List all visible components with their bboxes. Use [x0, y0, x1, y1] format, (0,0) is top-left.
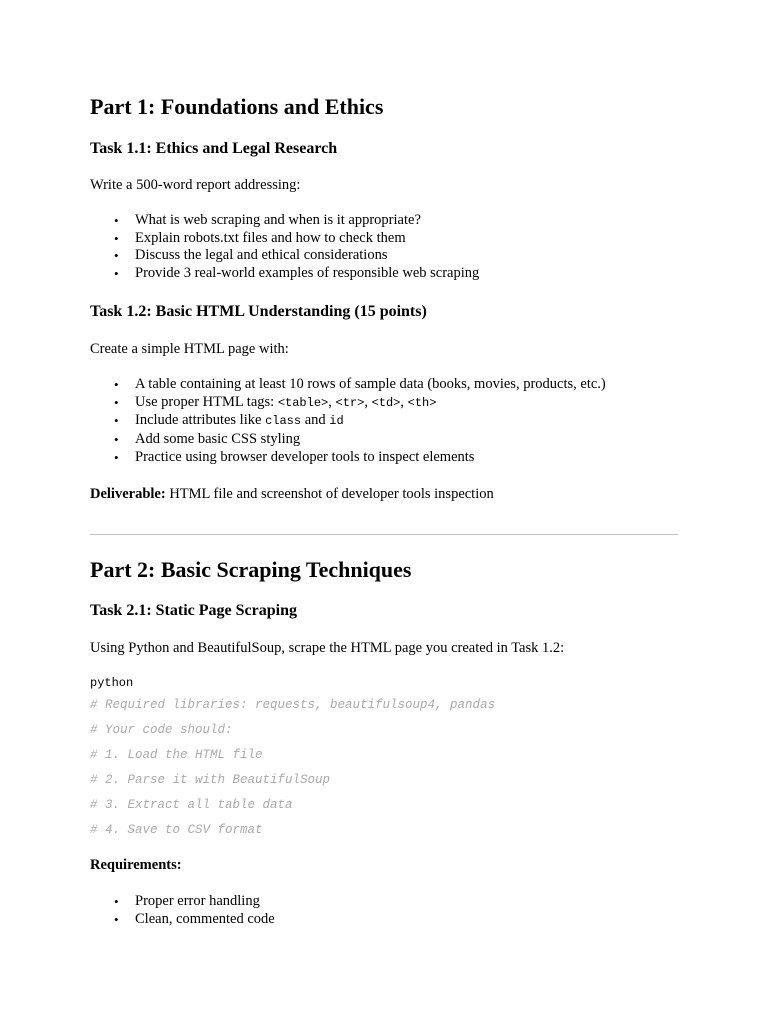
code-language-label: python	[90, 676, 134, 690]
bullet-icon: •	[114, 449, 119, 465]
bullet-icon: •	[114, 377, 119, 392]
list-item: • What is web scraping and when is it appropriate?	[114, 212, 421, 228]
list-item: • Clean, commented code	[114, 910, 275, 927]
task-2-1-heading: Task 2.1: Static Page Scraping	[90, 602, 297, 619]
bullet-icon: •	[114, 432, 119, 448]
deliverable-line	[90, 485, 494, 503]
inline-code: class	[265, 414, 302, 429]
requirements-label: Requirements:	[90, 857, 182, 873]
code-line: # 3. Extract all table data	[90, 798, 293, 812]
list-item: • Discuss the legal and ethical considerations	[114, 247, 388, 264]
inline-code: <th>	[407, 395, 437, 410]
inline-code: <td>	[371, 395, 401, 410]
bullet-icon: •	[114, 911, 119, 927]
list-item: • Add some basic CSS styling	[114, 431, 301, 448]
code-block	[90, 697, 495, 847]
task-1-2-intro: Create a simple HTML page with:	[90, 341, 289, 357]
inline-code: <table>	[277, 395, 329, 410]
part2-heading: Part 2: Basic Scraping Techniques	[90, 557, 412, 582]
deliverable-label: Deliverable:	[90, 486, 166, 502]
section-divider	[90, 534, 678, 535]
code-line: # Required libraries: requests, beautifulsoup4, pandas	[90, 698, 496, 712]
bullet-icon: •	[114, 230, 119, 246]
list-item: • A table containing at least 10 rows of sample data (books, movies, products, etc.)	[114, 376, 606, 392]
list-item: • Proper error handling	[114, 893, 260, 909]
bullet-icon: •	[114, 894, 119, 909]
code-line: # 1. Load the HTML file	[90, 748, 263, 762]
task-1-1-intro: Write a 500-word report addressing:	[90, 177, 301, 193]
deliverable-text: HTML file and screenshot of developer tools inspection	[165, 486, 494, 502]
task-1-2-heading: Task 1.2: Basic HTML Understanding (15 points)	[90, 303, 427, 320]
list-item: • Provide 3 real-world examples of responsible web scraping	[114, 265, 480, 282]
task-1-1-list	[90, 212, 479, 283]
requirements-list	[90, 893, 275, 928]
task-2-1-intro: Using Python and BeautifulSoup, scrape the HTML page you created in Task 1.2:	[90, 640, 565, 656]
code-line: # 4. Save to CSV format	[90, 823, 263, 837]
bullet-icon: •	[114, 413, 119, 429]
task-1-2-list	[90, 376, 606, 467]
list-item: • Include attributes like class and id	[114, 412, 344, 429]
code-line: # 2. Parse it with BeautifulSoup	[90, 773, 331, 787]
inline-code: <tr>	[335, 395, 365, 410]
bullet-icon: •	[114, 266, 119, 282]
task-1-1-heading: Task 1.1: Ethics and Legal Research	[90, 140, 338, 157]
code-line: # Your code should:	[90, 723, 233, 737]
list-item: • Explain robots.txt files and how to check them	[114, 229, 406, 246]
list-item: • Practice using browser developer tools to inspect elements	[114, 448, 475, 465]
bullet-icon: •	[114, 213, 119, 228]
inline-code: id	[329, 414, 344, 429]
part1-heading: Part 1: Foundations and Ethics	[90, 94, 384, 119]
list-item: • Use proper HTML tags: <table>, <tr>, <td>, <th>	[114, 393, 437, 410]
bullet-icon: •	[114, 394, 119, 410]
bullet-icon: •	[114, 248, 119, 264]
